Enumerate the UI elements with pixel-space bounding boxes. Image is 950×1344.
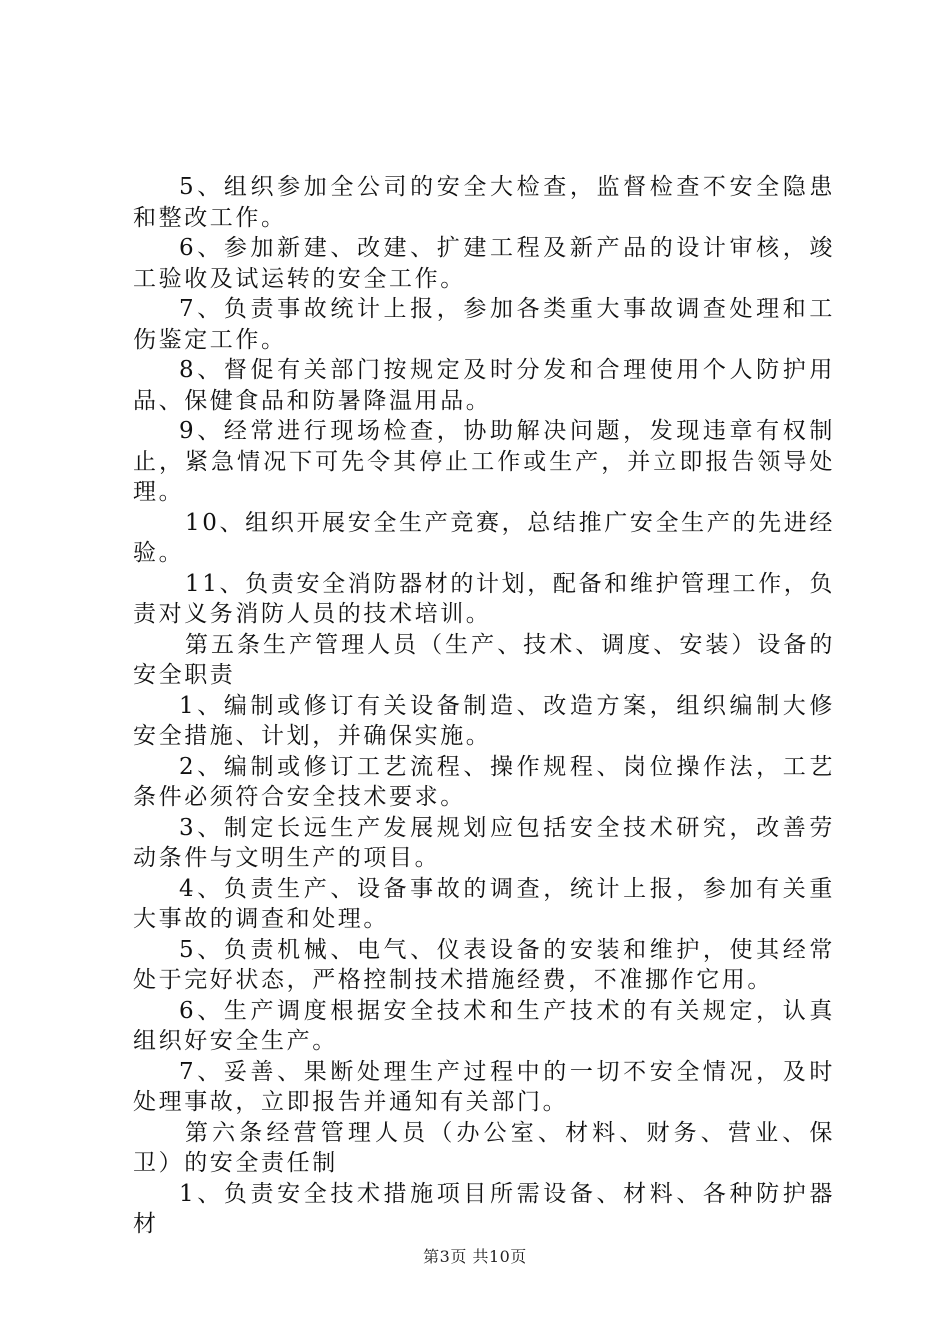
section-heading: 第五条生产管理人员（生产、技术、调度、安装）设备的安全职责 (133, 631, 835, 688)
document-body (133, 172, 835, 1240)
paragraph: 11、负责安全消防器材的计划，配备和维护管理工作，负责对义务消防人员的技术培训。 (133, 570, 835, 627)
paragraph: 7、负责事故统计上报，参加各类重大事故调查处理和工伤鉴定工作。 (133, 296, 835, 353)
paragraph: 3、制定长远生产发展规划应包括安全技术研究，改善劳动条件与文明生产的项目。 (133, 814, 835, 871)
paragraph: 7、妥善、果断处理生产过程中的一切不安全情况，及时处理事故，立即报告并通知有关部门。 (133, 1058, 835, 1115)
page-number-footer: 第3页 共10页 (423, 1247, 527, 1266)
paragraph: 8、督促有关部门按规定及时分发和合理使用个人防护用品、保健食品和防暑降温用品。 (133, 357, 835, 414)
paragraph: 4、负责生产、设备事故的调查，统计上报，参加有关重大事故的调查和处理。 (133, 875, 835, 932)
paragraph: 2、编制或修订工艺流程、操作规程、岗位操作法，工艺条件必须符合安全技术要求。 (133, 753, 835, 810)
paragraph: 9、经常进行现场检查，协助解决问题，发现违章有权制止，紧急情况下可先令其停止工作或生产，并立即报告领导处理。 (133, 418, 835, 505)
paragraph: 1、编制或修订有关设备制造、改造方案，组织编制大修安全措施、计划，并确保实施。 (133, 692, 835, 749)
paragraph: 1、负责安全技术措施项目所需设备、材料、各种防护器材 (133, 1180, 835, 1237)
section-heading: 第六条经营管理人员（办公室、材料、财务、营业、保卫）的安全责任制 (133, 1119, 835, 1176)
paragraph: 6、参加新建、改建、扩建工程及新产品的设计审核，竣工验收及试运转的安全工作。 (133, 235, 835, 292)
paragraph: 6、生产调度根据安全技术和生产技术的有关规定，认真组织好安全生产。 (133, 997, 835, 1054)
paragraph: 10、组织开展安全生产竞赛，总结推广安全生产的先进经验。 (133, 509, 835, 566)
paragraph: 5、负责机械、电气、仪表设备的安装和维护，使其经常处于完好状态，严格控制技术措施经费，不准挪作它用。 (133, 936, 835, 993)
paragraph: 5、组织参加全公司的安全大检查，监督检查不安全隐患和整改工作。 (133, 174, 835, 231)
